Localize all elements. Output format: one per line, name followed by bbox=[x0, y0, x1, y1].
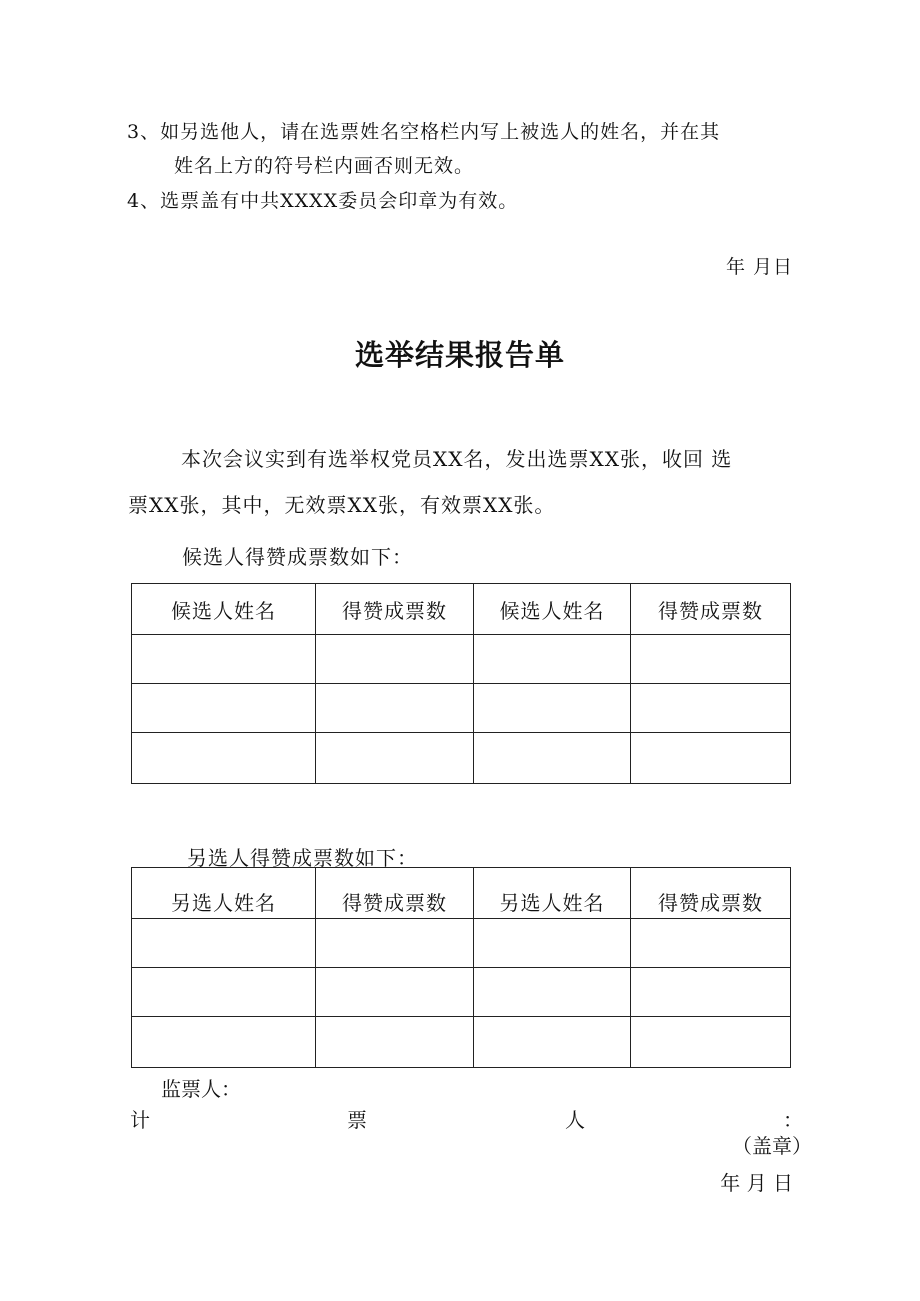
note-item-4: 4、选票盖有中共XXXX委员会印章为有效。 bbox=[127, 190, 519, 212]
table-cell bbox=[316, 635, 474, 684]
header-cell: 得赞成票数 bbox=[631, 584, 791, 635]
table-cell bbox=[316, 919, 474, 968]
table-cell bbox=[631, 1017, 791, 1068]
table-cell bbox=[474, 635, 631, 684]
header-cell: 得赞成票数 bbox=[631, 868, 791, 919]
note-item-3-line-2: 姓名上方的符号栏内画否则无效。 bbox=[174, 155, 475, 177]
table-cell bbox=[316, 684, 474, 733]
table-row bbox=[132, 635, 791, 684]
table-cell bbox=[631, 968, 791, 1017]
others-table bbox=[131, 867, 791, 1068]
table-cell bbox=[132, 733, 316, 784]
table-cell bbox=[316, 968, 474, 1017]
header-cell: 候选人姓名 bbox=[474, 584, 631, 635]
table-cell bbox=[474, 968, 631, 1017]
counter-char-4: ： bbox=[783, 1108, 803, 1132]
counter-char-3: 人 bbox=[565, 1108, 585, 1132]
table-cell bbox=[132, 635, 316, 684]
table-cell bbox=[132, 968, 316, 1017]
monitor-label: 监票人： bbox=[161, 1077, 241, 1101]
candidates-header-row bbox=[132, 584, 791, 635]
header-cell: 另选人姓名 bbox=[474, 868, 631, 919]
others-header-row bbox=[132, 868, 791, 919]
table-cell bbox=[474, 919, 631, 968]
table-row bbox=[132, 919, 791, 968]
page-title: 选举结果报告单 bbox=[354, 338, 565, 372]
table-cell bbox=[474, 684, 631, 733]
note-item-3-line-1: 3、如另选他人，请在选票姓名空格栏内写上被选人的姓名，并在其 bbox=[127, 121, 721, 143]
others-caption: 另选人得赞成票数如下： bbox=[187, 846, 418, 870]
table-row bbox=[132, 733, 791, 784]
table-cell bbox=[631, 733, 791, 784]
header-cell: 候选人姓名 bbox=[132, 584, 316, 635]
table-cell bbox=[631, 919, 791, 968]
candidates-caption: 候选人得赞成票数如下： bbox=[182, 545, 413, 569]
header-cell: 得赞成票数 bbox=[316, 868, 474, 919]
table-cell bbox=[316, 1017, 474, 1068]
table-cell bbox=[132, 919, 316, 968]
counter-char-1: 计 bbox=[130, 1108, 150, 1132]
date-line-top: 年 月日 bbox=[725, 256, 793, 278]
summary-line-1: 本次会议实到有选举权党员XX名，发出选票XX张，收回 选 bbox=[181, 447, 733, 471]
table-cell bbox=[474, 733, 631, 784]
table-cell bbox=[474, 1017, 631, 1068]
seal-label: （盖章） bbox=[732, 1134, 812, 1158]
date-line-bottom: 年 月 日 bbox=[720, 1171, 793, 1195]
table-row bbox=[132, 968, 791, 1017]
table-cell bbox=[132, 1017, 316, 1068]
table-cell bbox=[132, 684, 316, 733]
table-row bbox=[132, 684, 791, 733]
table-cell bbox=[631, 635, 791, 684]
counter-char-2: 票 bbox=[347, 1108, 367, 1132]
table-cell bbox=[631, 684, 791, 733]
table-cell bbox=[316, 733, 474, 784]
summary-line-2: 票XX张，其中，无效票XX张，有效票XX张。 bbox=[128, 493, 556, 517]
header-cell: 得赞成票数 bbox=[316, 584, 474, 635]
table-row bbox=[132, 1017, 791, 1068]
header-cell: 另选人姓名 bbox=[132, 868, 316, 919]
candidates-table bbox=[131, 583, 791, 784]
